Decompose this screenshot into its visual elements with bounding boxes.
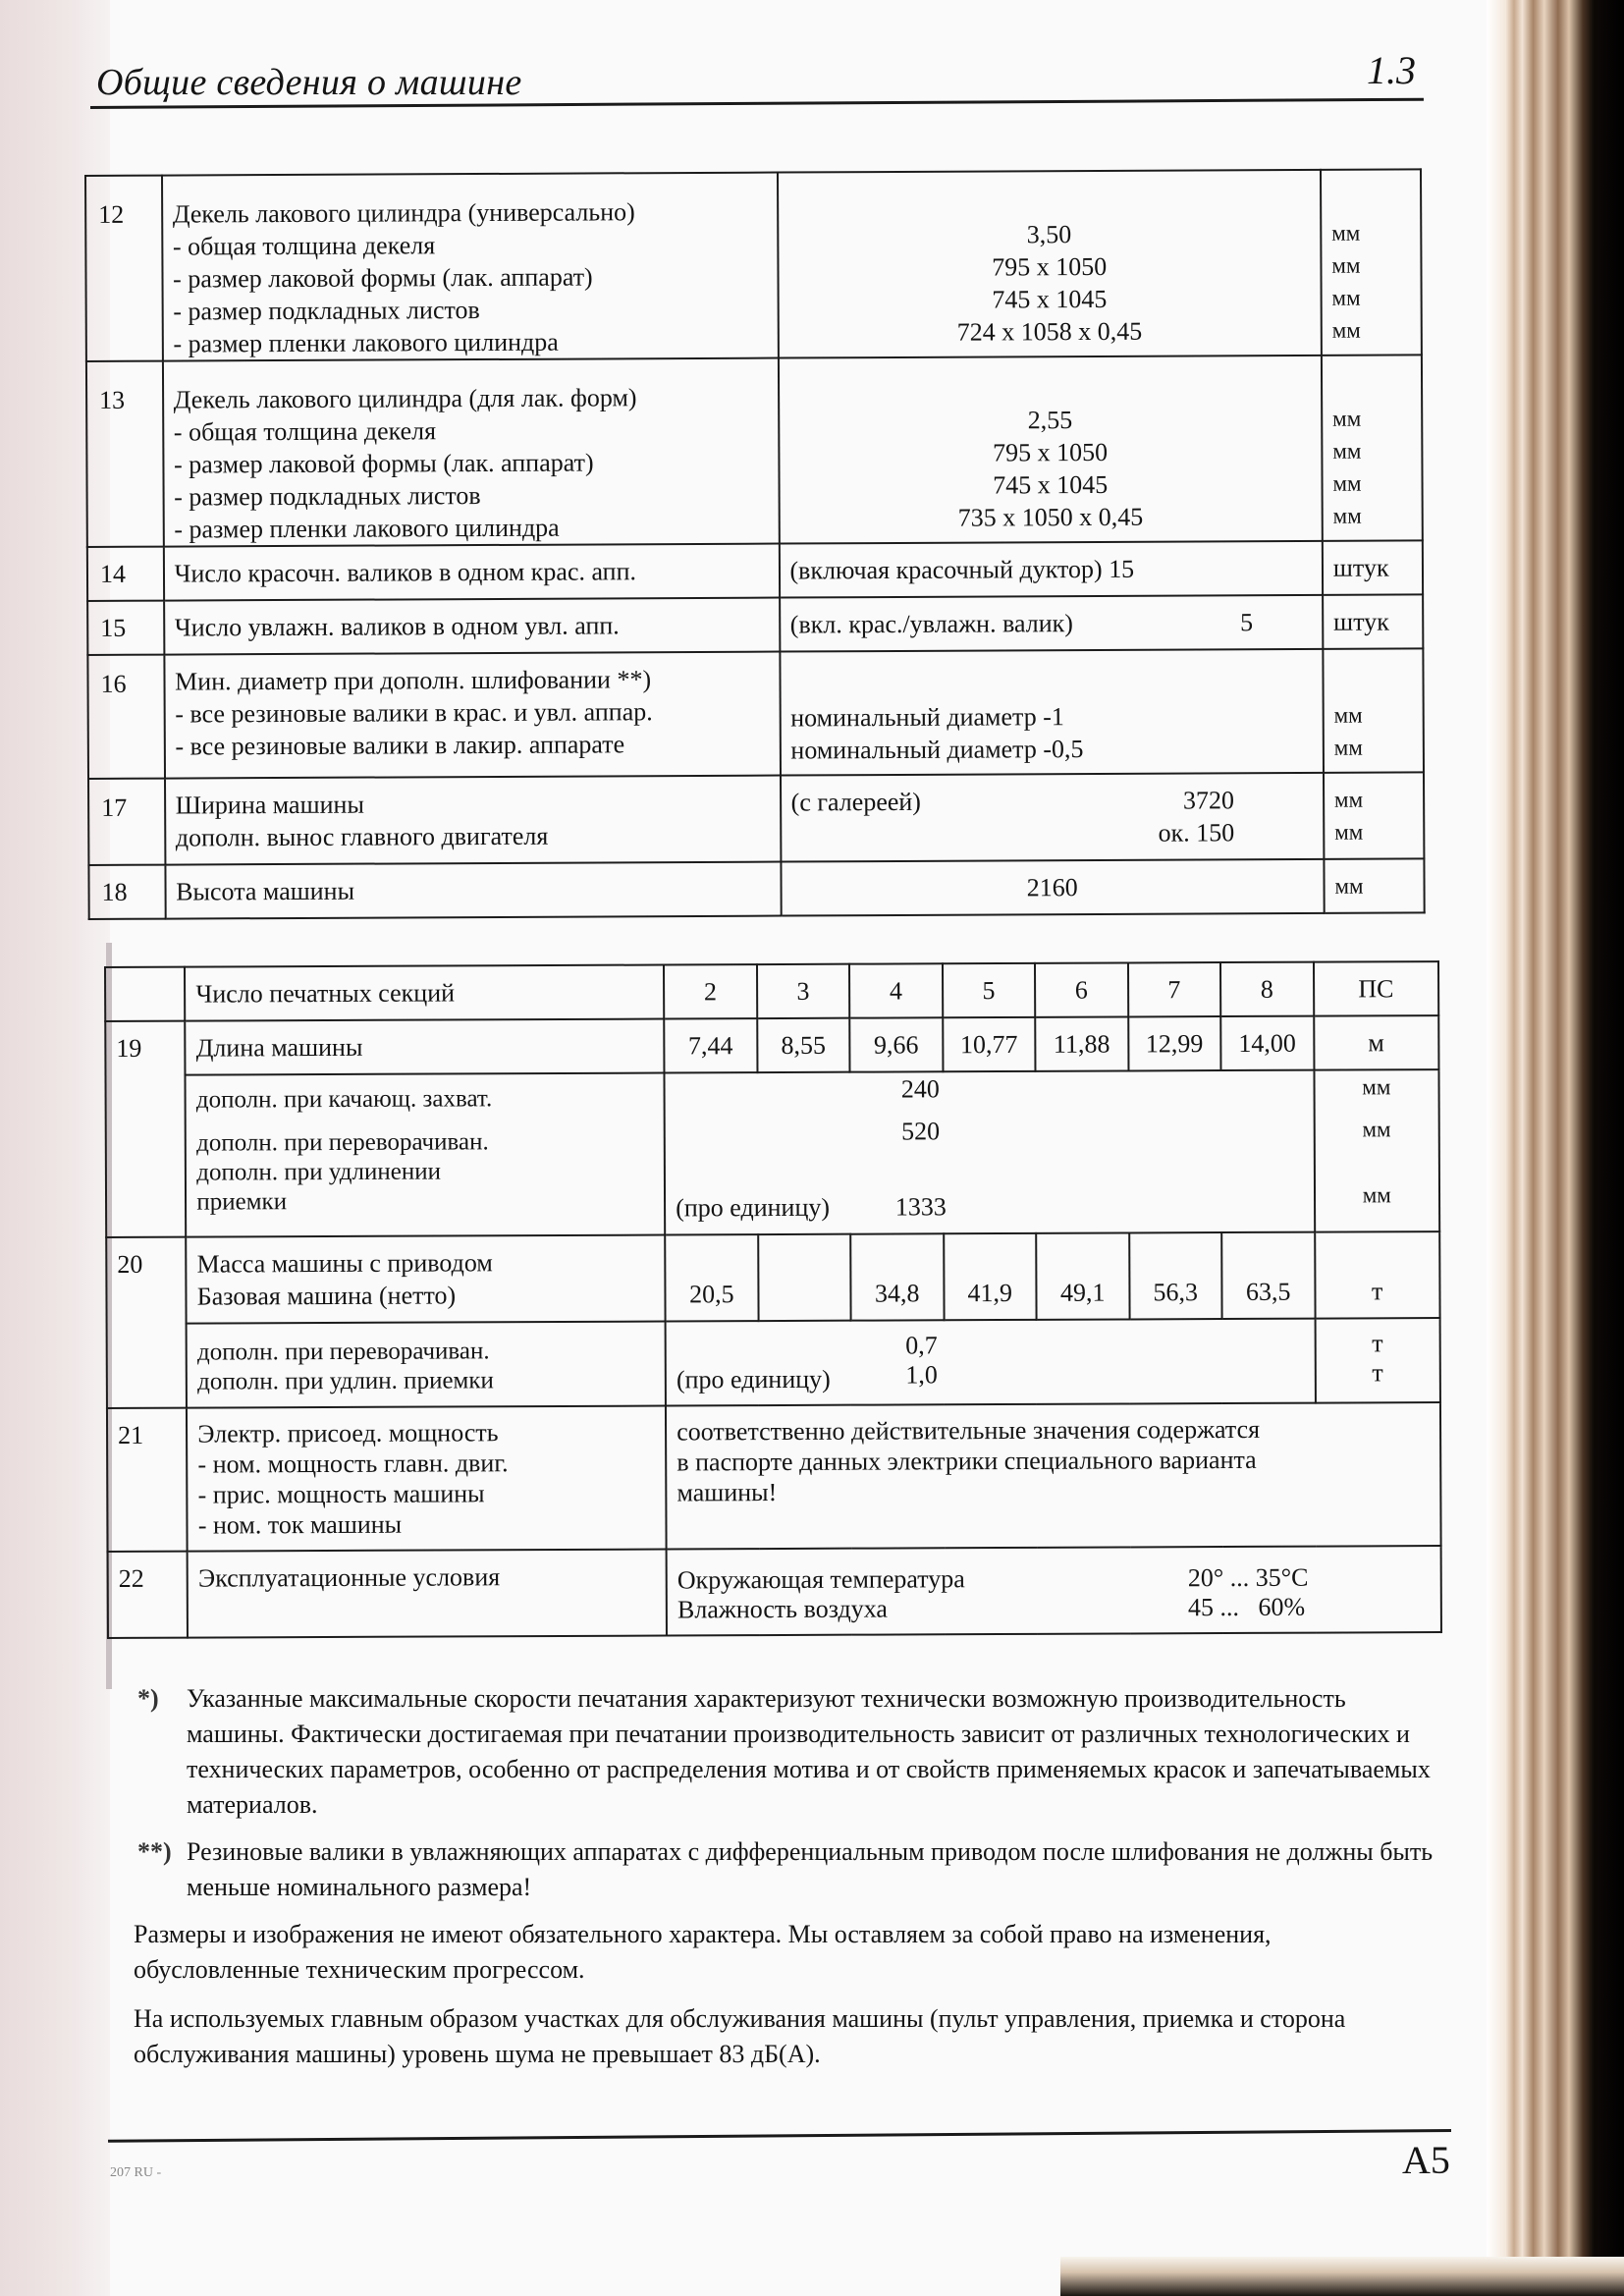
- value: 3,50: [1026, 220, 1072, 249]
- table-row: [108, 1546, 1441, 1638]
- row-description: [163, 358, 780, 547]
- unit: мм: [1362, 1182, 1391, 1208]
- row-values: [777, 170, 1321, 358]
- section-count: 2: [664, 964, 757, 1018]
- mass-value: [758, 1234, 851, 1321]
- condition-humidity: [677, 1592, 1431, 1624]
- row-label: [187, 1235, 666, 1324]
- condition-label: Влажность воздуха: [677, 1594, 889, 1624]
- footnote-mark: **): [137, 1837, 172, 1866]
- length-value: 14,00: [1220, 1016, 1314, 1070]
- section-count: 3: [757, 964, 850, 1018]
- label-line: - ном. мощность главн. двиг.: [197, 1449, 509, 1479]
- row-values: [778, 355, 1322, 544]
- value: 724 x 1058 x 0,45: [956, 316, 1143, 347]
- row-label: [187, 1406, 666, 1552]
- header-label: Число печатных секций: [185, 965, 664, 1021]
- footnotes: [134, 1681, 1434, 2086]
- merged-values: [665, 1070, 1315, 1235]
- value: 3720: [1182, 786, 1235, 815]
- table-header-row: [105, 961, 1438, 1021]
- unit: мм: [1331, 220, 1361, 246]
- length-value: 12,99: [1128, 1016, 1221, 1070]
- row-description: Высота машины: [165, 862, 781, 919]
- unit: мм: [1332, 503, 1362, 528]
- value: 5: [1240, 608, 1254, 637]
- row-number: 15: [87, 601, 164, 655]
- condition-temperature: [677, 1562, 1431, 1595]
- footnote-text: Указанные максимальные скорости печатания характеризуют технически возможную производительность машины. Фактически достигаемая при печатании производительность зависит от различных технологических и технических параметров, особенно от распределения мотива и от свойств применяемых красок и запечатываемых материалов.: [187, 1684, 1431, 1819]
- section-count: 4: [849, 963, 943, 1017]
- desc-line: - размер лаковой формы (лак. аппарат): [173, 262, 593, 294]
- row-number: 13: [86, 361, 164, 547]
- note-line: машины!: [677, 1478, 778, 1507]
- section-count: 5: [943, 963, 1036, 1017]
- condition-label: Окружающая температура: [677, 1564, 965, 1595]
- value: 795 x 1050: [992, 251, 1108, 282]
- extra-label: дополн. при удлин. приемки: [197, 1367, 494, 1395]
- unit: м: [1314, 1015, 1439, 1070]
- row-units: [1314, 1069, 1439, 1232]
- length-value: 11,88: [1035, 1016, 1128, 1070]
- table-row: [85, 169, 1422, 361]
- footnote: [137, 1834, 1434, 1905]
- value: ок. 150: [1158, 818, 1235, 847]
- value-note: (включая красочный дуктор): [789, 554, 1103, 585]
- section-count: 6: [1035, 962, 1128, 1016]
- unit: мм: [1324, 858, 1424, 912]
- length-value: 10,77: [943, 1017, 1036, 1071]
- value: 520: [900, 1117, 941, 1146]
- row-label: Эксплуатационные условия: [188, 1550, 667, 1638]
- row-label: Длина машины: [186, 1019, 665, 1075]
- label-line: - ном. ток машины: [197, 1509, 403, 1540]
- unit: мм: [1331, 317, 1361, 343]
- merged-values: [666, 1319, 1316, 1406]
- per-unit-note: (про единицу): [676, 1192, 831, 1223]
- value: 735 x 1050 x 0,45: [957, 502, 1144, 532]
- row-number: 19: [105, 1021, 186, 1237]
- unit: мм: [1333, 702, 1363, 728]
- unit: т: [1372, 1329, 1383, 1358]
- page-number: A5: [1402, 2138, 1450, 2182]
- footer-rule: [108, 2129, 1451, 2143]
- row-values: [780, 773, 1324, 862]
- value-note: (вкл. крас./увлажн. валик): [789, 609, 1074, 639]
- row-description: [164, 652, 781, 779]
- desc-line: - общая толщина декеля: [173, 416, 437, 447]
- unit: мм: [1332, 406, 1362, 431]
- footnote: [137, 1681, 1434, 1823]
- desc-line: - общая толщина декеля: [172, 231, 436, 261]
- unit: мм: [1362, 1074, 1391, 1100]
- footnote-mark: *): [137, 1684, 159, 1713]
- value: 15: [1109, 554, 1135, 583]
- note-line: в паспорте данных электрики специального варианта: [677, 1445, 1257, 1477]
- row-description: [162, 173, 779, 361]
- value-note: (с галереей): [790, 787, 922, 817]
- label-line: Масса машины с приводом: [196, 1248, 493, 1279]
- document-code: 207 RU -: [110, 2165, 162, 2180]
- length-value: 7,44: [664, 1018, 757, 1072]
- unit: т: [1315, 1231, 1440, 1319]
- desc-line: - размер подкладных листов: [174, 481, 481, 512]
- desc-line: - размер пленки лакового цилиндра: [173, 327, 559, 358]
- table-row: [107, 1402, 1441, 1552]
- unit: штук: [1323, 594, 1423, 648]
- row-units: [1323, 648, 1424, 772]
- row-number: 18: [88, 865, 165, 919]
- extra-label: дополн. при удлинении: [196, 1158, 442, 1186]
- value: 795 x 1050: [993, 437, 1109, 467]
- table-row: [106, 1231, 1439, 1324]
- table-row: [88, 772, 1424, 865]
- value: 1333: [894, 1192, 947, 1222]
- mass-value: 41,9: [944, 1233, 1037, 1320]
- row-number: 17: [88, 779, 165, 865]
- table-row: [88, 858, 1424, 919]
- unit: мм: [1331, 285, 1361, 310]
- electrical-note: [666, 1402, 1441, 1549]
- label-line: Базовая машина (нетто): [196, 1281, 457, 1311]
- unit: мм: [1331, 252, 1361, 278]
- unit-header: ПС: [1313, 961, 1438, 1016]
- unit: мм: [1334, 819, 1364, 845]
- label-line: - прис. мощность машины: [197, 1479, 485, 1509]
- desc-line: - все резиновые валики в лакир. аппарате: [175, 730, 625, 761]
- book-page-edges: [1487, 0, 1624, 2296]
- operating-conditions: [667, 1546, 1441, 1635]
- row-description: [165, 776, 781, 865]
- page-header-title: Общие сведения о машине: [96, 62, 522, 103]
- value: номинальный диаметр -1: [790, 702, 1064, 733]
- unit: мм: [1362, 1117, 1391, 1142]
- label-line: Электр. присоед. мощность: [197, 1418, 499, 1449]
- length-value: 8,55: [757, 1018, 850, 1072]
- value: 1,0: [905, 1360, 938, 1390]
- table-row: [105, 1015, 1438, 1075]
- extra-label: дополн. при переворачиван.: [196, 1338, 490, 1366]
- noise-paragraph: На используемых главным образом участках для обслуживания машины (пульт управления, приемка и сторона обслуживания машины) уровень шума не превышает 83 дБ(А).: [134, 2004, 1346, 2068]
- disclaimer-paragraph: Размеры и изображения не имеют обязательного характера. Мы оставляем за собой право на изменения, обусловленные техническим прогрессом.: [134, 1920, 1272, 1984]
- desc-line: Ширина машины: [175, 790, 364, 820]
- desc-line: Мин. диаметр при дополн. шлифовании **): [175, 665, 652, 696]
- row-values: [780, 649, 1324, 776]
- row-number: 21: [107, 1408, 188, 1552]
- row-label: [186, 1073, 666, 1237]
- unit: т: [1372, 1358, 1383, 1388]
- book-bottom-edge: [1060, 2257, 1624, 2296]
- unit: мм: [1333, 735, 1363, 760]
- row-units: [1315, 1318, 1440, 1403]
- desc-line: Декель лакового цилиндра (для лак. форм): [173, 383, 637, 414]
- condition-value: 20° ... 35°C: [1187, 1562, 1309, 1593]
- extra-label: дополн. при качающ. захват.: [195, 1085, 493, 1114]
- unit: штук: [1323, 540, 1423, 594]
- condition-value: 45 ... 60%: [1187, 1592, 1306, 1622]
- row-number: 20: [106, 1237, 187, 1408]
- mass-value: 56,3: [1129, 1232, 1222, 1319]
- value: 2160: [781, 859, 1325, 916]
- row-units: [1321, 169, 1422, 355]
- row-number: 12: [85, 176, 163, 361]
- desc-line: Декель лакового цилиндра (универсально): [172, 197, 635, 229]
- table-row: [87, 540, 1423, 601]
- extra-label: приемки: [196, 1188, 288, 1216]
- desc-line: - размер пленки лакового цилиндра: [174, 513, 560, 544]
- desc-line: - размер лаковой формы (лак. аппарат): [173, 448, 594, 479]
- section-number: 1.3: [1367, 48, 1416, 92]
- row-number: 22: [108, 1552, 189, 1638]
- section-count: 7: [1128, 962, 1221, 1016]
- row-units: [1322, 355, 1423, 540]
- desc-line: - все резиновые валики в крас. и увл. аппар.: [175, 697, 653, 729]
- value: номинальный диаметр -0,5: [790, 735, 1084, 765]
- unit: мм: [1332, 470, 1362, 496]
- row-label: [187, 1322, 666, 1408]
- spec-table-2: [104, 960, 1442, 1639]
- table-row: [87, 648, 1424, 779]
- table-row: [105, 1069, 1439, 1237]
- row-number: 16: [87, 655, 164, 779]
- value: 2,55: [1027, 406, 1073, 435]
- row-values: [780, 595, 1324, 652]
- empty-cell: [105, 967, 186, 1021]
- per-unit-note: (про единицу): [676, 1364, 831, 1394]
- mass-value: 34,8: [850, 1233, 944, 1320]
- unit: мм: [1332, 438, 1362, 464]
- row-units: [1324, 772, 1425, 858]
- note-line: соответственно действительные значения содержатся: [677, 1414, 1261, 1447]
- extra-label: дополн. при переворачиван.: [196, 1128, 489, 1157]
- table-row: [86, 355, 1423, 547]
- value: 745 x 1045: [993, 469, 1109, 500]
- footnote-text: Резиновые валики в увлажняющих аппаратах с дифференциальным приводом после шлифования не должны быть меньше номинального размера!: [187, 1837, 1434, 1901]
- mass-value: 20,5: [665, 1234, 758, 1321]
- row-values: [779, 541, 1323, 598]
- row-number: 14: [87, 547, 164, 601]
- desc-line: - размер подкладных листов: [173, 296, 480, 326]
- value: 240: [900, 1074, 940, 1104]
- table-row: [107, 1318, 1440, 1408]
- unit: мм: [1333, 787, 1364, 812]
- spec-table-1: [84, 168, 1426, 920]
- row-description: Число красочн. валиков в одном крас. апп.: [163, 544, 779, 601]
- value: 745 x 1045: [992, 284, 1108, 314]
- section-count: 8: [1220, 962, 1314, 1016]
- length-value: 9,66: [849, 1017, 943, 1071]
- mass-value: 49,1: [1036, 1232, 1129, 1319]
- value: 0,7: [905, 1331, 938, 1360]
- mass-value: 63,5: [1221, 1232, 1315, 1319]
- desc-line: дополн. вынос главного двигателя: [175, 821, 549, 852]
- row-description: Число увлажн. валиков в одном увл. апп.: [164, 598, 780, 655]
- table-row: [87, 594, 1423, 655]
